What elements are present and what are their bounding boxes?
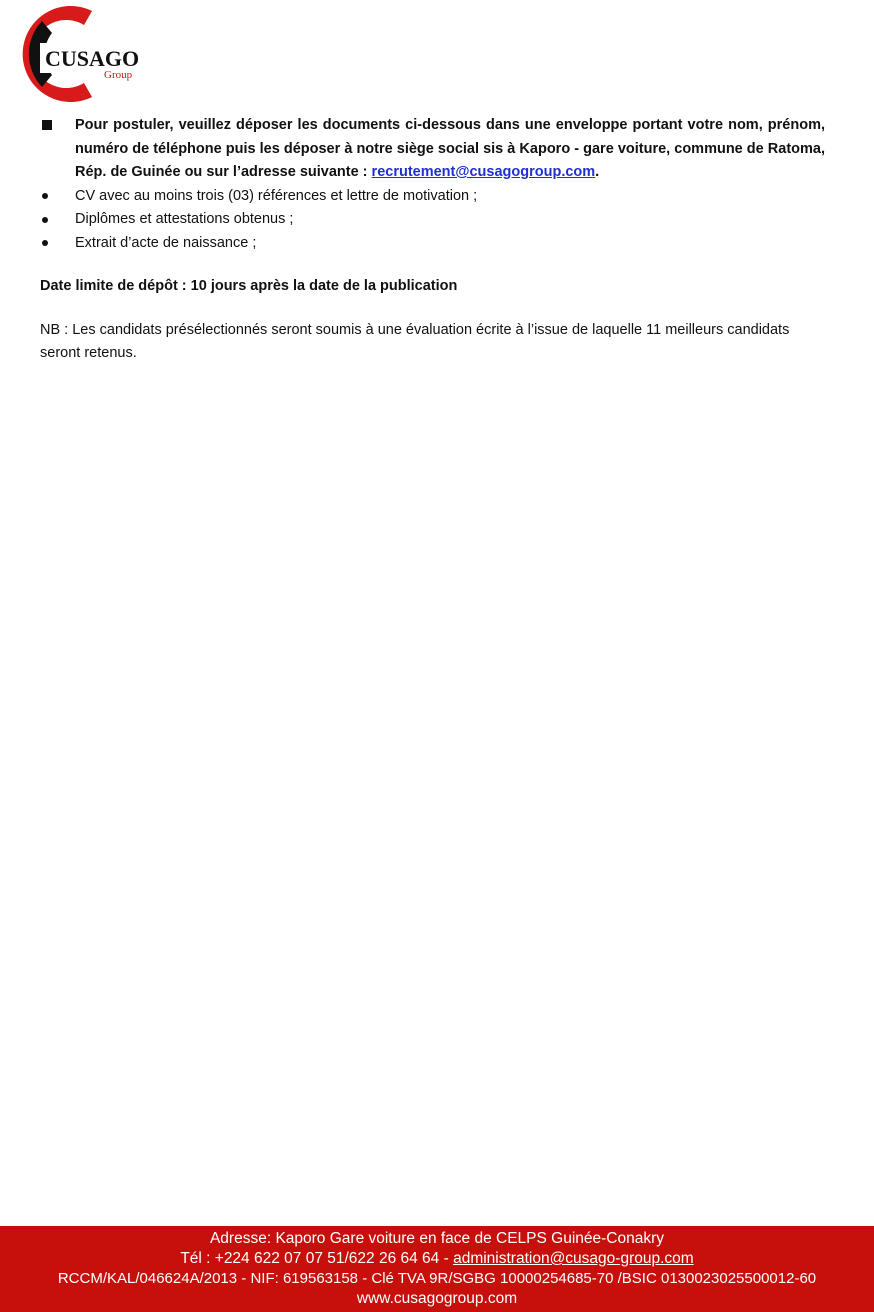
list-item-text: Diplômes et attestations obtenus ;	[75, 211, 294, 227]
list-item	[40, 208, 825, 232]
document-body	[40, 114, 825, 366]
footer-website[interactable]: www.cusagogroup.com	[356, 1290, 518, 1307]
svg-text:CUSAGO: CUSAGO	[45, 46, 140, 71]
footer-address: Adresse: Kaporo Gare voiture en face de CELPS Guinée-Conakry	[209, 1230, 665, 1247]
footer	[0, 1226, 874, 1312]
nb-note: NB : Les candidats présélectionnés seront soumis à une évaluation écrite à l’issue de laquelle 11 meilleurs candidats seront retenus.	[40, 321, 790, 361]
footer-email-link[interactable]: administration@cusago-group.com	[453, 1250, 694, 1267]
square-bullet-icon	[42, 120, 52, 130]
cusago-logo	[12, 3, 147, 105]
list-item-text: CV avec au moins trois (03) références et lettre de motivation ;	[75, 187, 478, 204]
list-item-text: Extrait d’acte de naissance ;	[75, 234, 257, 251]
svg-text:Group: Group	[104, 69, 133, 81]
deadline: Date limite de dépôt : 10 jours après la date de la publication	[40, 278, 458, 294]
list-item	[40, 232, 825, 256]
bullet-icon	[42, 217, 48, 223]
recruitment-email-link[interactable]: recrutement@cusagogroup.com	[371, 164, 596, 180]
footer-tel-text: Tél : +224 622 07 07 51/622 26 64 64 -	[180, 1250, 454, 1267]
documents-list	[40, 185, 825, 256]
intro-suffix: .	[595, 164, 600, 180]
bullet-icon	[42, 193, 48, 199]
application-instructions	[40, 114, 825, 185]
footer-tel	[0, 1249, 874, 1269]
list-item	[40, 185, 825, 209]
bullet-icon	[42, 240, 48, 246]
intro-text: Pour postuler, veuillez déposer les documents ci-dessous dans une enveloppe portant votre nom, prénom, numéro de téléphone puis les déposer à notre siège social sis à Kaporo - gare voiture, commune de Ratoma, Rép. de Guinée ou sur l’adresse suivante :	[75, 117, 825, 180]
footer-registry: RCCM/KAL/046624A/2013 - NIF: 619563158 - Clé TVA 9R/SGBG 10000254685-70 /BSIC 0130023025500012-60	[57, 1270, 817, 1287]
